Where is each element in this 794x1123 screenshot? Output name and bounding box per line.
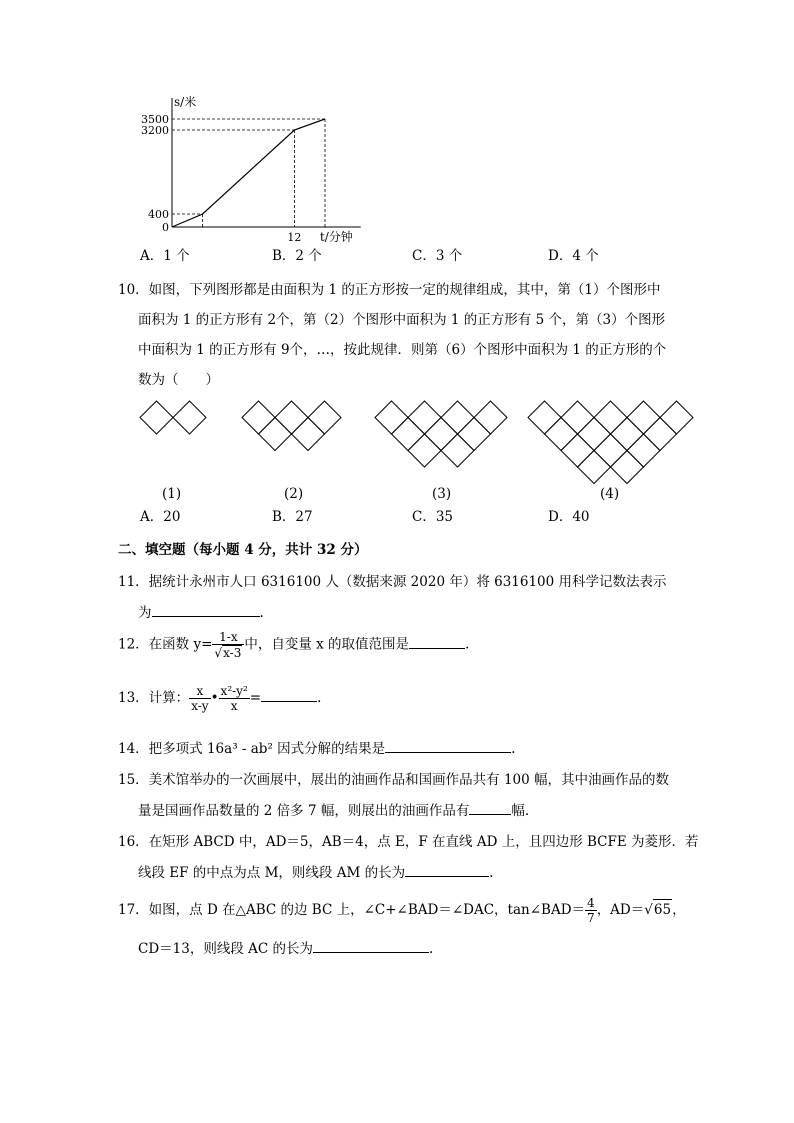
q17-line1: 17．如图，点 D 在△ABC 的边 BC 上，∠C+∠BAD＝∠DAC，tan∠BAD＝ $\frac{4}{7}$ ，AD＝√65， [118,896,686,925]
q12-prefix: 12．在函数 y= [118,636,213,653]
q10-option-c: C．35 [412,509,454,525]
unit-square-fig1 [173,401,206,434]
q15-prefix: 量是国画作品数量的 2 倍多 7 幅，则展出的油画作品有 [138,803,470,819]
x-tick-label: 12 [287,231,302,244]
q17-suffix: . [429,941,434,957]
unit-square-fig2 [292,418,325,451]
q13-equals: = [249,690,262,706]
unit-square-fig2 [259,418,292,451]
q12-numerator: 1-x [212,630,244,645]
q13-end: . [317,690,322,706]
unit-square-fig2 [242,401,275,434]
x-axis-label: t/分钟 [319,230,353,244]
q16-line2 [138,862,493,883]
q9-options [140,246,740,266]
q16-prefix: 线段 EF 的中点为点 M，则线段 AM 的长为 [138,865,406,881]
q13-fraction-1 [189,684,210,713]
q11-answer-blank[interactable] [152,602,260,617]
q17-answer-blank[interactable] [313,938,429,953]
y-tick-label: 0 [162,221,169,234]
unit-square-fig4 [627,434,660,467]
unit-square-fig4 [594,401,627,434]
q10-option-a: A．20 [140,509,181,525]
q17-end-mark: ， [672,902,686,918]
q13-frac1-num: x [189,684,210,699]
unit-square-fig2 [275,401,308,434]
q17-tan-fraction [585,896,597,925]
q13-fraction-2 [219,684,250,713]
q15-line2 [138,800,529,821]
q13-frac1-den: x-y [191,699,209,713]
q9-option-c: C．3 个 [412,248,463,264]
q9-option-a: A．1 个 [140,248,190,264]
q17-line2 [138,938,433,959]
unit-square-fig4 [644,418,677,451]
unit-square-fig4 [561,401,594,434]
q16-answer-blank[interactable] [405,862,489,877]
figure-label-3: (3) [432,486,452,502]
unit-square-fig3 [441,401,474,434]
q15-line1: 15．美术馆举办的一次画展中，展出的油画作品和国画作品共有 100 幅，其中油画作品的数 [118,772,670,788]
q17-sqrt-value: 65 [653,899,672,920]
q12-answer-blank[interactable] [409,634,465,649]
q14 [118,738,515,759]
series-line [172,119,325,227]
q17-prefix: 17．如图，点 D 在△ABC 的边 BC 上，∠C+∠BAD＝∠DAC，tan∠BAD＝ [118,902,586,918]
q10-line2: 面积为 1 的正方形有 2个，第（2）个图形中面积为 1 的正方形有 5 个，第（3）个图形 [138,312,666,328]
q14-answer-blank[interactable] [385,738,511,753]
y-tick-label: 3200 [141,124,169,137]
y-axis-label: s/米 [174,95,197,109]
q12 [118,630,469,660]
q15-answer-blank[interactable] [469,800,511,815]
q13-frac2-den: x [230,699,238,713]
unit-square-fig3 [441,434,474,467]
unit-square-fig2 [308,401,341,434]
q11-line2 [138,602,264,623]
q17-tan-num: 4 [587,896,595,910]
q11-suffix: . [259,605,264,621]
unit-square-fig4 [611,451,644,484]
q17-tan-den: 7 [587,911,595,925]
unit-square-fig4 [578,451,611,484]
unit-square-fig4 [545,418,578,451]
figure-label-1: (1) [162,486,182,502]
y-tick-label: 400 [148,208,169,221]
q14-end: . [511,741,516,757]
q12-end: . [465,636,470,653]
q12-suffix: 中，自变量 x 的取值范围是 [244,636,410,653]
q10-line4: 数为（ ） [138,372,219,388]
unit-square-fig4 [528,401,561,434]
section-heading: 二、填空题（每小题 4 分，共计 32 分） [118,542,368,558]
q13-dot: • [210,690,219,706]
q12-denominator: x-3 [223,646,242,660]
q10-line1: 10．如图，下列图形都是由面积为 1 的正方形按一定的规律组成，其中，第（1）个图形中 [118,282,661,298]
distance-time-chart [130,90,370,250]
q13-answer-blank[interactable] [261,687,317,702]
unit-square-fig4 [611,418,644,451]
unit-square-fig3 [458,418,491,451]
unit-square-fig1 [140,401,173,434]
q16-line1: 16．在矩形 ABCD 中，AD＝5，AB＝4，点 E，F 在直线 AD 上，且四边形 BCFE 为菱形．若 [118,834,699,850]
q13-prefix: 13．计算： [118,690,190,706]
q15-suffix: 幅. [511,803,530,819]
figure-label-2: (2) [284,486,304,502]
q10-options [140,507,740,527]
unit-square-fig3 [392,418,425,451]
q12-fraction: $\frac{1-x}{√x-3}$ [212,630,244,660]
q13-frac2-num: x²-y² [220,684,248,698]
q16-suffix: . [489,865,494,881]
unit-square-fig3 [408,401,441,434]
unit-square-fig4 [627,401,660,434]
unit-square-fig3 [474,401,507,434]
unit-square-fig4 [660,401,693,434]
y-tick-label: 3500 [141,113,169,126]
q17-line2-prefix: CD＝13，则线段 AC 的长为 [138,941,313,957]
q10-option-b: B．27 [272,509,313,525]
unit-square-fig3 [425,418,458,451]
unit-square-fig3 [375,401,408,434]
q13 [118,684,321,713]
q9-option-b: B．2 个 [272,248,322,264]
unit-square-fig4 [594,434,627,467]
q10-figure-labels [0,484,794,504]
q14-text: 14．把多项式 16a³ - ab² 因式分解的结果是 [118,741,386,757]
q9-option-d: D．4 个 [548,248,599,264]
q11-prefix: 为 [138,605,152,621]
unit-square-fig4 [561,434,594,467]
unit-square-fig3 [408,434,441,467]
q10-line3: 中面积为 1 的正方形有 9个，…，按此规律．则第（6）个图形中面积为 1 的正方形的个 [138,342,667,358]
square-pattern-figures [130,395,700,490]
figure-label-4: (4) [600,486,620,502]
q17-mid: ，AD＝ [596,902,645,918]
unit-square-fig4 [578,418,611,451]
q11-line1: 11．据统计永州市人口 6316100 人（数据来源 2020 年）将 6316100 用科学记数法表示 [118,574,667,590]
q10-option-d: D．40 [548,509,590,525]
